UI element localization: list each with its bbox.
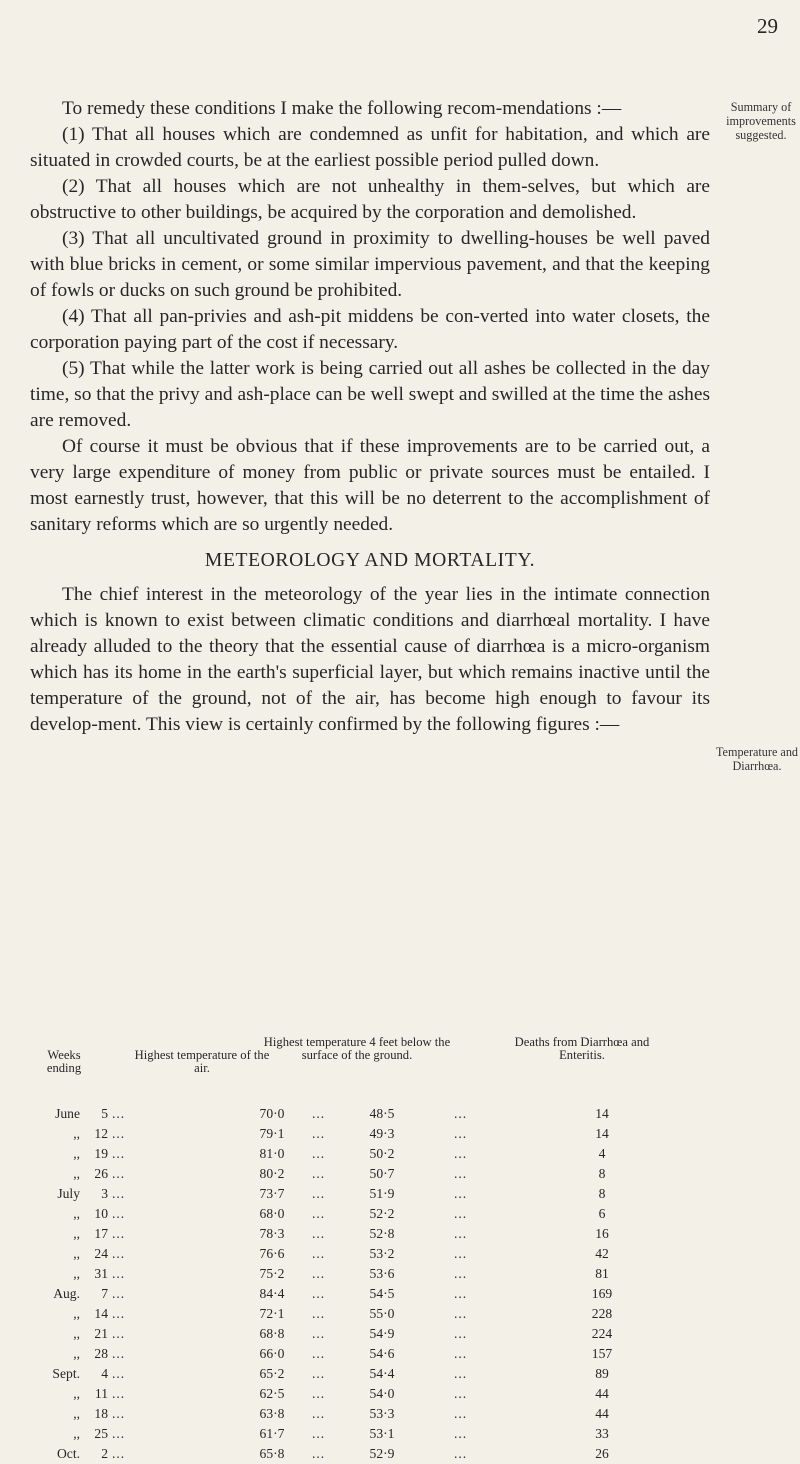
table-row (36, 1344, 680, 1364)
ground-temperature: 48·5 (369, 1106, 395, 1121)
leader-dots: ... (112, 1386, 126, 1401)
table-row (36, 1164, 680, 1184)
ground-temperature: 53·3 (369, 1406, 395, 1421)
week-day: 19 (94, 1146, 108, 1161)
air-temperature: 79·1 (259, 1126, 285, 1141)
week-month: Aug. (53, 1286, 80, 1301)
week-month: June (55, 1106, 80, 1121)
intro-paragraph: To remedy these conditions I make the following recom-mendations :— (62, 98, 622, 119)
air-temperature: 73·7 (259, 1186, 285, 1201)
margin-note-summary: Summary of improvements suggested. (726, 100, 796, 142)
week-day: 5 (101, 1106, 108, 1121)
table-row (36, 1104, 680, 1124)
week-month: ,, (73, 1406, 80, 1421)
ground-temperature: 52·9 (369, 1446, 395, 1461)
leader-dots: ... (454, 1426, 468, 1441)
week-day: 21 (94, 1326, 108, 1341)
leader-dots: ... (312, 1446, 326, 1461)
leader-dots: ... (312, 1126, 326, 1141)
recommendation-5: (5) That while the latter work is being carried out all ashes be collected in the day time, so that the privy and ash-place can be well swept and swilled at the time the ashes are removed. (30, 358, 710, 431)
margin-note-temperature: Temperature and Diarrhœa. (715, 745, 799, 773)
deaths-count: 14 (595, 1106, 609, 1121)
air-temperature: 61·7 (259, 1426, 285, 1441)
table-row (36, 1224, 680, 1244)
header-ground-temperature: Highest temperature 4 feet below the surface of the ground. (263, 1035, 451, 1062)
ground-temperature: 53·1 (369, 1426, 395, 1441)
leader-dots: ... (312, 1346, 326, 1361)
ground-temperature: 54·5 (369, 1286, 395, 1301)
deaths-count: 16 (595, 1226, 609, 1241)
week-month: ,, (73, 1386, 80, 1401)
table-row (36, 1284, 680, 1304)
deaths-count: 42 (595, 1246, 609, 1261)
leader-dots: ... (454, 1186, 468, 1201)
week-month: July (57, 1186, 80, 1201)
leader-dots: ... (112, 1166, 126, 1181)
week-month: ,, (73, 1166, 80, 1181)
leader-dots: ... (112, 1346, 126, 1361)
week-month: ,, (73, 1306, 80, 1321)
deaths-count: 33 (595, 1426, 609, 1441)
week-month: ,, (73, 1326, 80, 1341)
deaths-count: 4 (598, 1146, 606, 1161)
deaths-count: 14 (595, 1126, 609, 1141)
week-month: ,, (73, 1346, 80, 1361)
leader-dots: ... (454, 1106, 468, 1121)
air-temperature: 75·2 (259, 1266, 285, 1281)
deaths-count: 157 (591, 1346, 613, 1361)
leader-dots: ... (454, 1286, 468, 1301)
table-row (36, 1124, 680, 1144)
air-temperature: 78·3 (259, 1226, 285, 1241)
recommendation-1: (1) That all houses which are condemned as unfit for habitation, and which are situated in crowded courts, be at the earliest possible period pulled down. (30, 124, 710, 171)
leader-dots: ... (112, 1186, 126, 1201)
table-row (36, 1404, 680, 1424)
leader-dots: ... (312, 1166, 326, 1181)
leader-dots: ... (312, 1106, 326, 1121)
week-day: 10 (94, 1206, 108, 1221)
table-row (36, 1444, 680, 1464)
leader-dots: ... (312, 1246, 326, 1261)
leader-dots: ... (312, 1306, 326, 1321)
week-day: 18 (94, 1406, 108, 1421)
air-temperature: 68·8 (259, 1326, 285, 1341)
leader-dots: ... (454, 1386, 468, 1401)
ground-temperature: 53·2 (369, 1246, 395, 1261)
week-day: 3 (101, 1186, 108, 1201)
leader-dots: ... (454, 1406, 468, 1421)
deaths-count: 6 (598, 1206, 606, 1221)
conclusion-paragraph: Of course it must be obvious that if these improvements are to be carried out, a very large expenditure of money from public or private sources must be entailed. I most earnestly trust, however, that this will be no deterrent to the accomplishment of sanitary reforms which are so urgently needed. (30, 436, 710, 535)
table-row (36, 1324, 680, 1344)
leader-dots: ... (112, 1406, 126, 1421)
week-day: 28 (94, 1346, 108, 1361)
air-temperature: 65·8 (259, 1446, 285, 1461)
section-heading: METEOROLOGY AND MORTALITY. (204, 550, 536, 571)
air-temperature: 70·0 (259, 1106, 285, 1121)
ground-temperature: 49·3 (369, 1126, 395, 1141)
table-row (36, 1184, 680, 1204)
leader-dots: ... (112, 1326, 126, 1341)
header-weeks: Weeks ending (46, 1048, 82, 1075)
leader-dots: ... (454, 1446, 468, 1461)
table-row (36, 1384, 680, 1404)
recommendation-2: (2) That all houses which are not unhealthy in them-selves, but which are obstructive to other buildings, be acquired by the corporation and demolished. (30, 176, 710, 223)
week-day: 26 (94, 1166, 108, 1181)
table-row (36, 1204, 680, 1224)
leader-dots: ... (112, 1306, 126, 1321)
air-temperature: 81·0 (259, 1146, 285, 1161)
leader-dots: ... (112, 1106, 126, 1121)
deaths-count: 224 (591, 1326, 613, 1341)
air-temperature: 72·1 (259, 1306, 285, 1321)
week-day: 2 (101, 1446, 108, 1461)
week-month: ,, (73, 1266, 80, 1281)
table-row (36, 1264, 680, 1284)
leader-dots: ... (112, 1286, 126, 1301)
ground-temperature: 52·8 (369, 1226, 395, 1241)
deaths-count: 8 (598, 1186, 606, 1201)
ground-temperature: 54·6 (369, 1346, 395, 1361)
leader-dots: ... (454, 1346, 468, 1361)
leader-dots: ... (312, 1266, 326, 1281)
table-header (36, 1036, 680, 1104)
leader-dots: ... (112, 1206, 126, 1221)
table-row (36, 1364, 680, 1384)
week-month: ,, (73, 1226, 80, 1241)
leader-dots: ... (112, 1126, 126, 1141)
leader-dots: ... (312, 1386, 326, 1401)
leader-dots: ... (312, 1206, 326, 1221)
leader-dots: ... (312, 1146, 326, 1161)
ground-temperature: 50·2 (369, 1146, 395, 1161)
week-month: Oct. (56, 1446, 80, 1461)
body-text (30, 96, 710, 738)
week-month: ,, (73, 1126, 80, 1141)
week-month: ,, (73, 1146, 80, 1161)
week-day: 31 (94, 1266, 108, 1281)
leader-dots: ... (312, 1366, 326, 1381)
week-month: ,, (73, 1246, 80, 1261)
header-deaths: Deaths from Diarrhœa and Enteritis. (514, 1035, 650, 1062)
table-row (36, 1424, 680, 1444)
leader-dots: ... (112, 1246, 126, 1261)
air-temperature: 63·8 (259, 1406, 285, 1421)
air-temperature: 68·0 (259, 1206, 285, 1221)
week-day: 11 (94, 1386, 108, 1401)
temperature-mortality-table (36, 1036, 680, 1464)
ground-temperature: 51·9 (369, 1186, 395, 1201)
week-day: 25 (94, 1426, 108, 1441)
week-day: 17 (94, 1226, 108, 1241)
deaths-count: 89 (595, 1366, 609, 1381)
leader-dots: ... (454, 1326, 468, 1341)
leader-dots: ... (454, 1126, 468, 1141)
ground-temperature: 52·2 (369, 1206, 395, 1221)
ground-temperature: 54·4 (369, 1366, 395, 1381)
deaths-count: 44 (595, 1406, 609, 1421)
deaths-count: 44 (595, 1386, 609, 1401)
week-month: ,, (73, 1206, 80, 1221)
leader-dots: ... (312, 1326, 326, 1341)
week-day: 14 (94, 1306, 108, 1321)
leader-dots: ... (312, 1286, 326, 1301)
week-day: 7 (101, 1286, 108, 1301)
meteorology-paragraph: The chief interest in the meteorology of the year lies in the intimate connection which is known to exist between climatic conditions and diarrhœal mortality. I have already alluded to the theory that the essential cause of diarrhœa is a micro-organism which has its home in the earth's superficial layer, but which remains inactive until the temperature of the ground, not of the air, has become high enough to favour its develop-ment. This view is certainly confirmed by the following figures :— (30, 584, 710, 735)
leader-dots: ... (312, 1186, 326, 1201)
air-temperature: 65·2 (259, 1366, 285, 1381)
table-row (36, 1244, 680, 1264)
week-day: 4 (101, 1366, 108, 1381)
leader-dots: ... (112, 1426, 126, 1441)
week-month: ,, (73, 1426, 80, 1441)
week-month: Sept. (52, 1366, 80, 1381)
leader-dots: ... (454, 1166, 468, 1181)
table-row (36, 1304, 680, 1324)
leader-dots: ... (312, 1426, 326, 1441)
ground-temperature: 55·0 (369, 1306, 395, 1321)
deaths-count: 228 (591, 1306, 613, 1321)
header-air-temperature: Highest temperature of the air. (134, 1048, 270, 1075)
leader-dots: ... (454, 1206, 468, 1221)
deaths-count: 8 (598, 1166, 606, 1181)
week-day: 24 (94, 1246, 108, 1261)
air-temperature: 66·0 (259, 1346, 285, 1361)
table-row (36, 1144, 680, 1164)
ground-temperature: 53·6 (369, 1266, 395, 1281)
deaths-count: 81 (595, 1266, 609, 1281)
leader-dots: ... (454, 1266, 468, 1281)
air-temperature: 76·6 (259, 1246, 285, 1261)
recommendation-3: (3) That all uncultivated ground in proximity to dwelling-houses be well paved with blue bricks in cement, or some similar impervious pavement, and that the keeping of fowls or ducks on such ground be prohibited. (30, 228, 710, 301)
table-body (36, 1104, 680, 1464)
air-temperature: 62·5 (259, 1386, 285, 1401)
leader-dots: ... (454, 1366, 468, 1381)
recommendation-4: (4) That all pan-privies and ash-pit middens be con-verted into water closets, the corporation paying part of the cost if necessary. (30, 306, 710, 353)
page-number: 29 (757, 14, 778, 38)
leader-dots: ... (112, 1266, 126, 1281)
leader-dots: ... (112, 1366, 126, 1381)
ground-temperature: 50·7 (369, 1166, 395, 1181)
leader-dots: ... (454, 1146, 468, 1161)
leader-dots: ... (112, 1446, 126, 1461)
leader-dots: ... (112, 1226, 126, 1241)
leader-dots: ... (312, 1226, 326, 1241)
leader-dots: ... (454, 1246, 468, 1261)
air-temperature: 84·4 (259, 1286, 285, 1301)
air-temperature: 80·2 (259, 1166, 285, 1181)
week-day: 12 (94, 1126, 108, 1141)
deaths-count: 26 (595, 1446, 609, 1461)
leader-dots: ... (312, 1406, 326, 1421)
leader-dots: ... (454, 1306, 468, 1321)
leader-dots: ... (454, 1226, 468, 1241)
ground-temperature: 54·9 (369, 1326, 395, 1341)
deaths-count: 169 (591, 1286, 613, 1301)
leader-dots: ... (112, 1146, 126, 1161)
ground-temperature: 54·0 (369, 1386, 395, 1401)
